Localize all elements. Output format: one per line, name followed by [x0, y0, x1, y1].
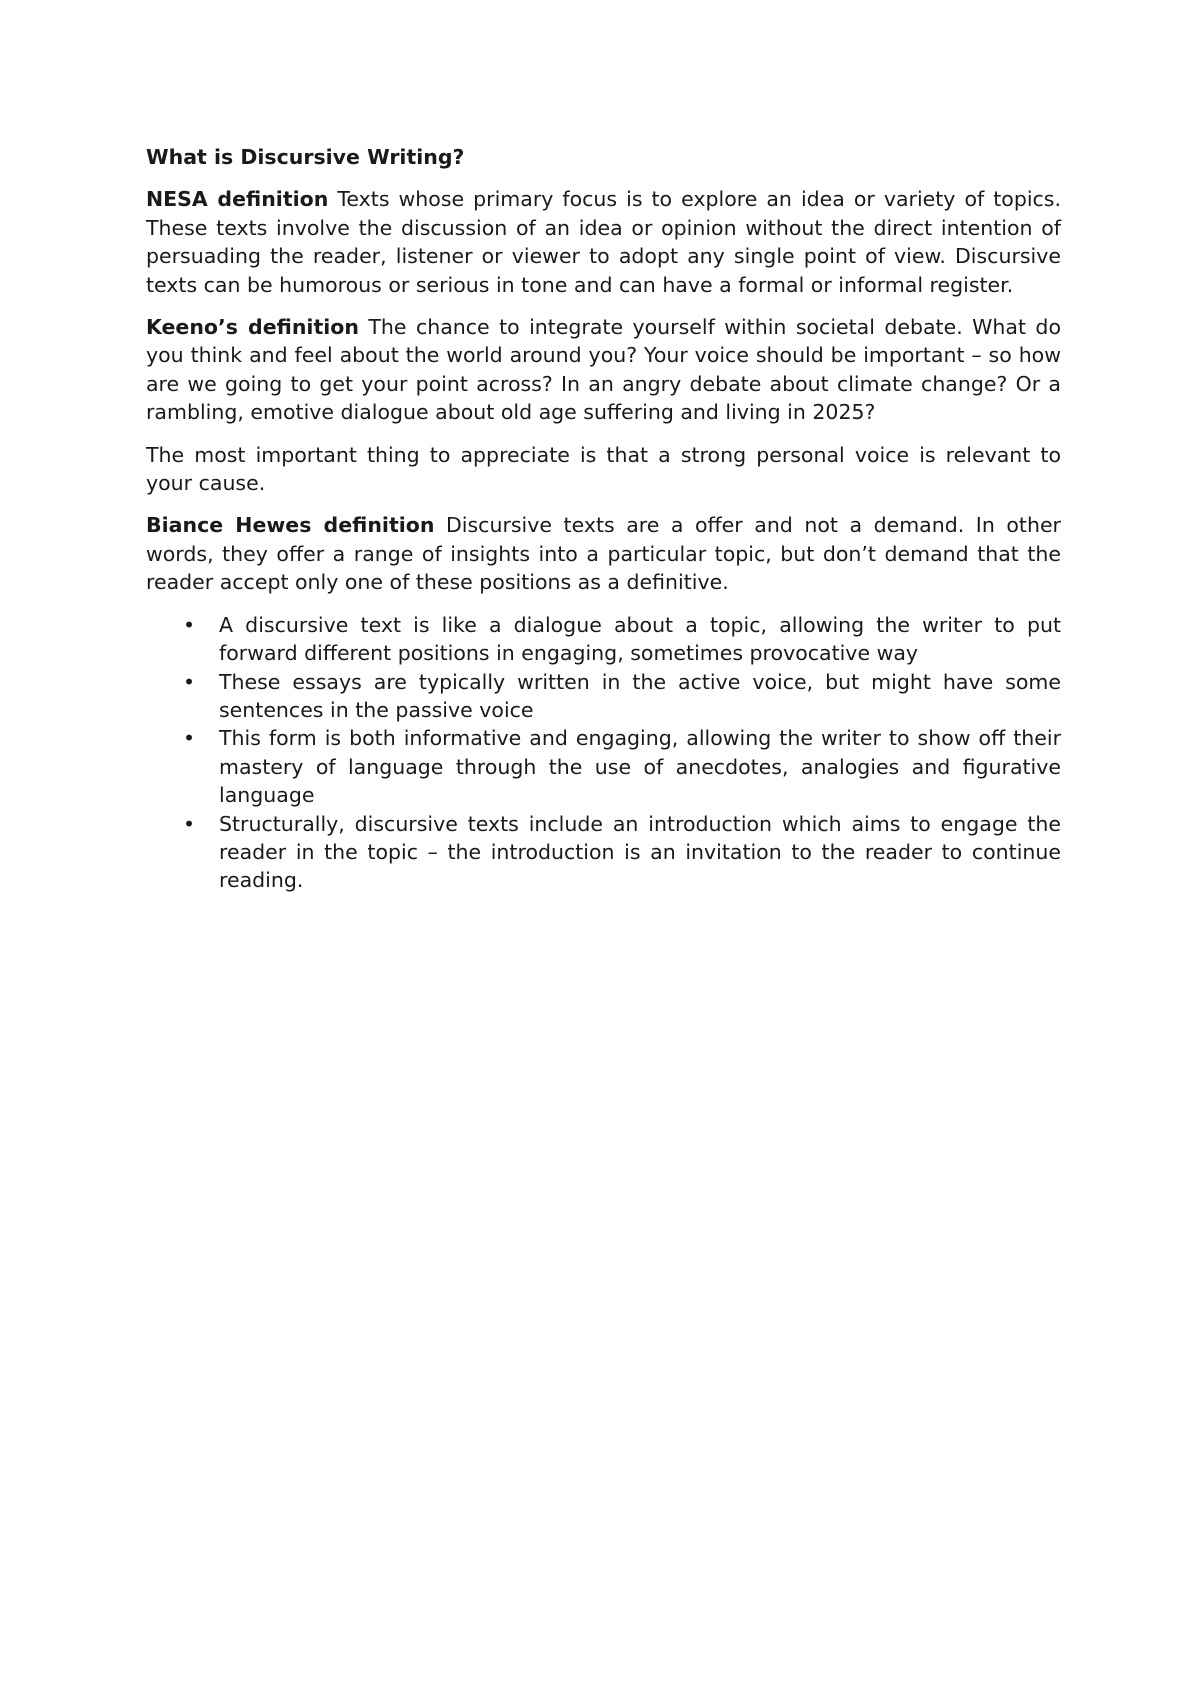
- list-item-text: A discursive text is like a dialogue about a topic, allowing the writer to put forward different positions in engaging, sometimes provocative way: [219, 612, 1061, 666]
- list-item: [146, 810, 1061, 895]
- list-item: [146, 724, 1061, 809]
- nesa-definition-term: NESA definition: [146, 187, 329, 212]
- bullet-list: [146, 611, 1061, 895]
- bullet-icon: •: [183, 612, 196, 637]
- list-item: [146, 668, 1061, 725]
- nesa-definition-text: Texts whose primary focus is to explore an idea or variety of topics. These texts involve the discussion of an idea or opinion without the direct intention of persuading the reader, listener or viewer to adopt any single point of view. Discursive texts can be humorous or serious in tone and can have a formal or informal register.: [146, 187, 1061, 297]
- hewes-definition-paragraph: [146, 511, 1061, 596]
- list-item-text: These essays are typically written in the active voice, but might have some sentences in the passive voice: [219, 669, 1061, 722]
- list-item: [146, 611, 1061, 668]
- keeno-definition-text: The chance to integrate yourself within societal debate. What do you think and feel about the world around you? Your voice should be important – so how are we going to get your point across? In an angry debate about climate change? Or a rambling, emotive dialogue about old age suffering and living in 2025?: [146, 315, 1061, 425]
- keeno-definition-term: Keeno’s definition: [146, 315, 359, 340]
- nesa-definition-paragraph: [146, 185, 1061, 299]
- hewes-definition-text: Discursive texts are a offer and not a demand. In other words, they offer a range of insights into a particular topic, but don’t demand that the reader accept only one of these positions as a definitive.: [146, 513, 1061, 595]
- personal-voice-paragraph: [146, 441, 1061, 498]
- bullet-icon: •: [183, 669, 196, 694]
- bullet-icon: •: [183, 811, 196, 836]
- hewes-definition-term: Biance Hewes definition: [146, 513, 435, 538]
- keeno-definition-paragraph: [146, 313, 1061, 427]
- bullet-icon: •: [183, 726, 196, 751]
- page-title: What is Discursive Writing?: [146, 145, 465, 169]
- list-item-text: This form is both informative and engaging, allowing the writer to show off their mastery of language through the use of anecdotes, analogies and figurative language: [219, 726, 1061, 808]
- personal-voice-text: The most important thing to appreciate is that a strong personal voice is relevant to your cause.: [146, 442, 1061, 496]
- document-page: [146, 143, 1061, 895]
- list-item-text: Structurally, discursive texts include an introduction which aims to engage the reader in the topic – the introduction is an invitation to the reader to continue reading.: [219, 811, 1061, 893]
